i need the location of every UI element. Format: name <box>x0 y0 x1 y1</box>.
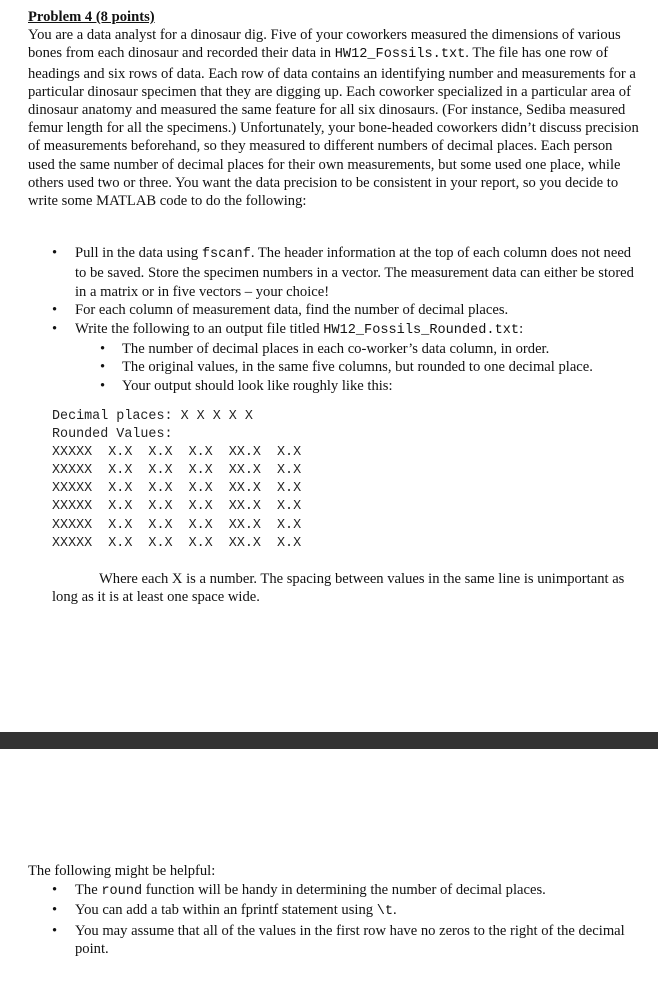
code-line: XXXXX X.X X.X X.X XX.X X.X <box>52 481 302 497</box>
spacing-note: Where each X is a number. The spacing between values in the same line is unimportant as long as it is at least one space wide. <box>52 571 625 606</box>
problem-title: Problem 4 (8 points) <box>28 9 155 25</box>
code-line: Decimal places: X X X X X <box>52 409 253 424</box>
list-item: • You may assume that all of the values in the first row have no zeros to the right of the decimal point. <box>28 922 640 959</box>
code-tab: \t <box>376 904 394 920</box>
list-item: • Pull in the data using fscanf. The header information at the top of each column does not need to be saved. Store the specimen numbers in a vector. The measurement data can either be stored in a matrix or in five vectors – your choice! <box>28 244 640 301</box>
sub-list-item: • Your output should look like roughly like this: <box>75 377 640 395</box>
helpful-section <box>28 862 640 959</box>
intro-paragraph: You are a data analyst for a dinosaur dig. Five of your coworkers measured the dimensions of various bones from each dinosaur and recorded their data in HW12_Fossils.txt. The file has one row of headings and six rows of data. Each row of data contains an identifying number and measurements for a particular dinosaur specimen that they are digging up. Each coworker specialized in a particular area of dinosaur anatomy and measured the same feature for all six dinosaurs. (For instance, Sediba measured femur length for all the specimens.) Unfortunately, your bone-headed coworkers didn’t discuss precision of measurements beforehand, so they measured to different numbers of decimal places. Each person used the same number of decimal places for their own measurements, but some used one place, while others used two or three. You want the data precision to be consistent in your report, so you decide to write some MATLAB code to do the following: <box>28 27 639 210</box>
list-item: • Write the following to an output file titled HW12_Fossils_Rounded.txt: • The number of decimal places in each co-worker’s data column, in order. • The original values, in the same five columns, but rounded to one decimal place. • Your output should look like roughly like this: <box>28 320 640 396</box>
output-filename: HW12_Fossils_Rounded.txt <box>323 322 520 338</box>
sample-output-block <box>52 408 301 553</box>
list-item: • For each column of measurement data, find the number of decimal places. <box>28 301 640 319</box>
problem-section <box>28 8 640 210</box>
helpful-heading: The following might be helpful: <box>28 863 216 879</box>
data-filename: HW12_Fossils.txt <box>334 47 466 63</box>
sub-list <box>75 340 640 395</box>
code-line: XXXXX X.X X.X X.X XX.X X.X <box>52 499 302 515</box>
list-item: • The round function will be handy in determining the number of decimal places. <box>28 881 640 902</box>
code-round: round <box>101 883 143 899</box>
list-item: • You can add a tab within an fprintf statement using \t. <box>28 901 640 922</box>
code-fscanf: fscanf <box>201 247 251 262</box>
code-line: Rounded Values: <box>52 427 173 443</box>
sub-list-item: • The original values, in the same five columns, but rounded to one decimal place. <box>75 358 640 376</box>
code-line: XXXXX X.X X.X X.X XX.X X.X <box>52 463 302 479</box>
code-line: XXXXX X.X X.X X.X XX.X X.X <box>52 517 302 533</box>
helpful-list <box>28 881 640 959</box>
code-line: XXXXX X.X X.X X.X XX.X X.X <box>52 535 302 551</box>
sub-list-item: • The number of decimal places in each co-worker’s data column, in order. <box>75 340 640 358</box>
page-divider <box>0 732 658 749</box>
code-line: XXXXX X.X X.X X.X XX.X X.X <box>52 445 302 461</box>
task-list <box>28 244 640 395</box>
